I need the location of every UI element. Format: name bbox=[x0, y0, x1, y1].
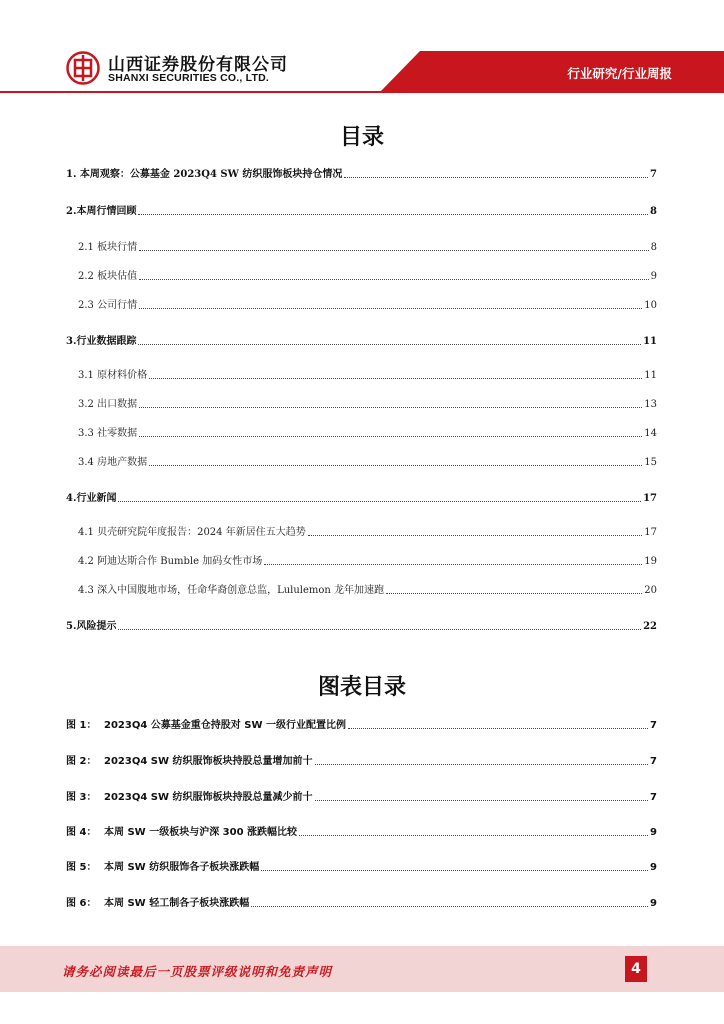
leader-dots bbox=[149, 465, 642, 466]
toc-entry[interactable] bbox=[78, 424, 657, 440]
leader-dots bbox=[251, 906, 648, 907]
header-band bbox=[380, 51, 724, 92]
figure-page: 7 bbox=[650, 756, 657, 767]
toc-entry-label: 2.1 板块行情 bbox=[78, 242, 138, 253]
figure-number: 图 4： bbox=[66, 827, 97, 838]
figure-number: 图 2： bbox=[66, 756, 97, 767]
toc-entry[interactable] bbox=[78, 366, 657, 382]
leader-dots bbox=[149, 378, 642, 379]
leader-dots bbox=[139, 436, 642, 437]
toc-title: 目录 bbox=[339, 125, 384, 150]
figure-entry[interactable] bbox=[66, 752, 657, 768]
toc-entry[interactable] bbox=[78, 395, 657, 411]
figure-entry[interactable] bbox=[66, 894, 657, 910]
figure-number: 图 1： bbox=[66, 720, 97, 731]
figure-label: 2023Q4 公募基金重仓持股对 SW 一级行业配置比例 bbox=[104, 720, 346, 731]
toc-entry-page: 9 bbox=[650, 271, 657, 282]
toc-entry-label: 3.3 社零数据 bbox=[78, 428, 138, 439]
leader-dots bbox=[261, 870, 648, 871]
toc-entry[interactable] bbox=[78, 267, 657, 283]
toc-entry-page: 15 bbox=[644, 457, 657, 468]
toc-entry-label: 4.3 深入中国腹地市场，任命华裔创意总监，Lululemon 龙年加速跑 bbox=[78, 585, 385, 596]
toc-entry-label: 3.1 原材料价格 bbox=[78, 370, 148, 381]
toc-entry[interactable] bbox=[78, 523, 657, 539]
toc-entry[interactable] bbox=[66, 617, 657, 633]
toc-entry-label: 2.2 板块估值 bbox=[78, 271, 138, 282]
toc-entry-label: 3.2 出口数据 bbox=[78, 399, 138, 410]
figure-number: 图 6： bbox=[66, 898, 97, 909]
figure-entry[interactable] bbox=[66, 858, 657, 874]
company-name-en: SHANXI SECURITIES CO., LTD. bbox=[108, 72, 269, 84]
toc-entry[interactable] bbox=[78, 238, 657, 254]
leader-dots bbox=[139, 407, 642, 408]
leader-dots bbox=[315, 800, 649, 801]
leader-dots bbox=[344, 177, 648, 178]
leader-dots bbox=[315, 764, 649, 765]
company-logo-icon bbox=[66, 51, 100, 85]
figure-page: 9 bbox=[650, 898, 657, 909]
leader-dots bbox=[299, 835, 648, 836]
page-header bbox=[0, 0, 724, 100]
toc-entry-page: 20 bbox=[644, 585, 657, 596]
toc-entry-label: 3.4 房地产数据 bbox=[78, 457, 148, 468]
report-type: 行业研究/行业周报 bbox=[567, 66, 672, 81]
leader-dots bbox=[139, 250, 649, 251]
leader-dots bbox=[139, 308, 642, 309]
figure-label: 本周 SW 纺织服饰各子板块涨跌幅 bbox=[104, 862, 260, 873]
toc-entry-label: 3.行业数据跟踪 bbox=[66, 336, 137, 347]
figure-page: 9 bbox=[650, 827, 657, 838]
toc-entry-label: 4.1 贝壳研究院年度报告：2024 年新居住五大趋势 bbox=[78, 527, 306, 538]
leader-dots bbox=[138, 344, 641, 345]
figures-title: 图表目录 bbox=[317, 675, 406, 700]
toc-entry-label: 4.2 阿迪达斯合作 Bumble 加码女性市场 bbox=[78, 556, 263, 567]
toc-entry-page: 19 bbox=[644, 556, 657, 567]
figure-label: 本周 SW 轻工制各子板块涨跌幅 bbox=[104, 898, 250, 909]
figure-page: 7 bbox=[650, 720, 657, 731]
toc-entry-page: 11 bbox=[644, 370, 657, 381]
figure-label: 2023Q4 SW 纺织服饰板块持股总量增加前十 bbox=[104, 756, 313, 767]
toc-entry[interactable] bbox=[66, 202, 657, 218]
figure-page: 7 bbox=[650, 792, 657, 803]
figure-number: 图 5： bbox=[66, 862, 97, 873]
toc-entry-page: 11 bbox=[643, 336, 657, 347]
toc-entry-page: 17 bbox=[644, 527, 657, 538]
company-name-cn: 山西证券股份有限公司 bbox=[108, 55, 288, 75]
leader-dots bbox=[139, 279, 649, 280]
figure-page: 9 bbox=[650, 862, 657, 873]
page-number: 4 bbox=[625, 956, 647, 982]
toc-entry[interactable] bbox=[78, 296, 657, 312]
leader-dots bbox=[264, 564, 642, 565]
toc-entry[interactable] bbox=[78, 453, 657, 469]
toc-entry-page: 7 bbox=[650, 169, 657, 180]
toc-entry[interactable] bbox=[78, 581, 657, 597]
figure-entry[interactable] bbox=[66, 788, 657, 804]
toc-entry-label: 5.风险提示 bbox=[66, 621, 117, 632]
figure-label: 本周 SW 一级板块与沪深 300 涨跌幅比较 bbox=[104, 827, 298, 838]
toc-entry-page: 17 bbox=[643, 493, 657, 504]
leader-dots bbox=[308, 535, 643, 536]
toc-entry-page: 8 bbox=[650, 242, 657, 253]
toc-entry-label: 2.本周行情回顾 bbox=[66, 206, 137, 217]
leader-dots bbox=[118, 629, 641, 630]
toc-entry-label: 2.3 公司行情 bbox=[78, 300, 138, 311]
footer-disclaimer: 请务必阅读最后一页股票评级说明和免责声明 bbox=[62, 964, 333, 979]
toc-entry-label: 4.行业新闻 bbox=[66, 493, 117, 504]
toc-entry-page: 10 bbox=[644, 300, 657, 311]
header-divider bbox=[0, 91, 724, 93]
toc-entry[interactable] bbox=[66, 489, 657, 505]
toc-entry-page: 8 bbox=[650, 206, 657, 217]
toc-entry-page: 14 bbox=[644, 428, 657, 439]
leader-dots bbox=[138, 214, 648, 215]
leader-dots bbox=[348, 728, 648, 729]
figure-label: 2023Q4 SW 纺织服饰板块持股总量减少前十 bbox=[104, 792, 313, 803]
toc-entry-page: 22 bbox=[643, 621, 657, 632]
toc-entry-page: 13 bbox=[644, 399, 657, 410]
toc-entry[interactable] bbox=[78, 552, 657, 568]
toc-entry[interactable] bbox=[66, 165, 657, 181]
toc-entry-label: 1. 本周观察：公募基金 2023Q4 SW 纺织服饰板块持仓情况 bbox=[66, 169, 343, 180]
leader-dots bbox=[118, 501, 641, 502]
leader-dots bbox=[386, 593, 642, 594]
figure-entry[interactable] bbox=[66, 823, 657, 839]
figure-entry[interactable] bbox=[66, 716, 657, 732]
toc-entry[interactable] bbox=[66, 332, 657, 348]
figure-number: 图 3： bbox=[66, 792, 97, 803]
